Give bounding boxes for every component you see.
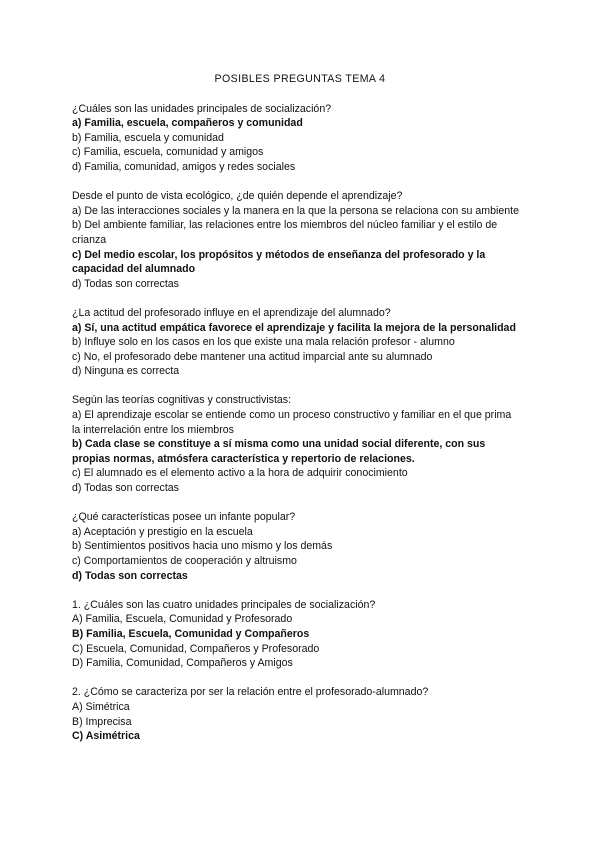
question-text: Según las teorías cognitivas y constructivistas: <box>72 394 292 407</box>
question-block-6 <box>72 598 520 671</box>
answer-option: a) Aceptación y prestigio en la escuela <box>72 525 253 538</box>
answer-option-correct: a) Sí, una actitud empática favorece el aprendizaje y facilita la mejora de la personalidad <box>72 321 516 334</box>
answer-option: d) Familia, comunidad, amigos y redes sociales <box>72 160 296 173</box>
document-title: POSIBLES PREGUNTAS TEMA 4 <box>214 73 386 85</box>
answer-option-correct: b) Cada clase se constituye a sí misma como una unidad social diferente, con sus propias normas, atmósfera característica y repertorio de relaciones. <box>72 438 486 465</box>
question-block-4 <box>72 393 520 495</box>
answer-option: c) El alumnado es el elemento activo a la hora de adquirir conocimiento <box>72 467 408 480</box>
answer-option: d) Todas son correctas <box>72 482 179 495</box>
answer-option: A) Simétrica <box>72 700 130 713</box>
question-text: 2. ¿Cómo se caracteriza por ser la relación entre el profesorado-alumnado? <box>72 686 429 699</box>
answer-option-correct: C) Asimétrica <box>72 730 140 743</box>
question-block-5 <box>72 510 520 583</box>
answer-option: B) Imprecisa <box>72 715 132 728</box>
answer-option: A) Familia, Escuela, Comunidad y Profesorado <box>72 613 293 626</box>
answer-option: d) Todas son correctas <box>72 277 179 290</box>
answer-option-correct: B) Familia, Escuela, Comunidad y Compañeros <box>72 627 310 640</box>
answer-option: b) Sentimientos positivos hacia uno mismo y los demás <box>72 540 333 553</box>
answer-option: D) Familia, Comunidad, Compañeros y Amigos <box>72 657 293 670</box>
answer-option: c) No, el profesorado debe mantener una actitud imparcial ante su alumnado <box>72 350 433 363</box>
answer-option: b) Del ambiente familiar, las relaciones entre los miembros del núcleo familiar y el estilo de crianza <box>72 219 498 246</box>
answer-option: b) Influye solo en los casos en los que existe una mala relación profesor - alumno <box>72 336 455 349</box>
answer-option: c) Familia, escuela, comunidad y amigos <box>72 146 264 159</box>
answer-option: d) Ninguna es correcta <box>72 365 180 378</box>
answer-option-correct: a) Familia, escuela, compañeros y comunidad <box>72 117 303 130</box>
question-block-1 <box>72 102 520 175</box>
answer-option-correct: d) Todas son correctas <box>72 569 188 582</box>
question-text: 1. ¿Cuáles son las cuatro unidades principales de socialización? <box>72 598 376 611</box>
answer-option: a) El aprendizaje escolar se entiende como un proceso constructivo y familiar en el que prima la interrelación entre los miembros <box>72 409 512 436</box>
answer-option: C) Escuela, Comunidad, Compañeros y Profesorado <box>72 642 320 655</box>
answer-option-correct: c) Del medio escolar, los propósitos y métodos de enseñanza del profesorado y la capacidad del alumnado <box>72 248 486 276</box>
answer-option: b) Familia, escuela y comunidad <box>72 131 224 144</box>
question-text: Desde el punto de vista ecológico, ¿de quién depende el aprendizaje? <box>72 190 403 203</box>
question-block-3 <box>72 306 520 379</box>
answer-option: c) Comportamientos de cooperación y altruismo <box>72 555 297 567</box>
question-block-7 <box>72 685 520 743</box>
answer-option: a) De las interacciones sociales y la manera en la que la persona se relaciona con su ambiente <box>72 204 519 217</box>
question-text: ¿Qué características posee un infante popular? <box>72 511 296 524</box>
question-block-2 <box>72 189 520 291</box>
question-text: ¿Cuáles son las unidades principales de socialización? <box>72 102 332 115</box>
question-text: ¿La actitud del profesorado influye en el aprendizaje del alumnado? <box>72 306 391 319</box>
